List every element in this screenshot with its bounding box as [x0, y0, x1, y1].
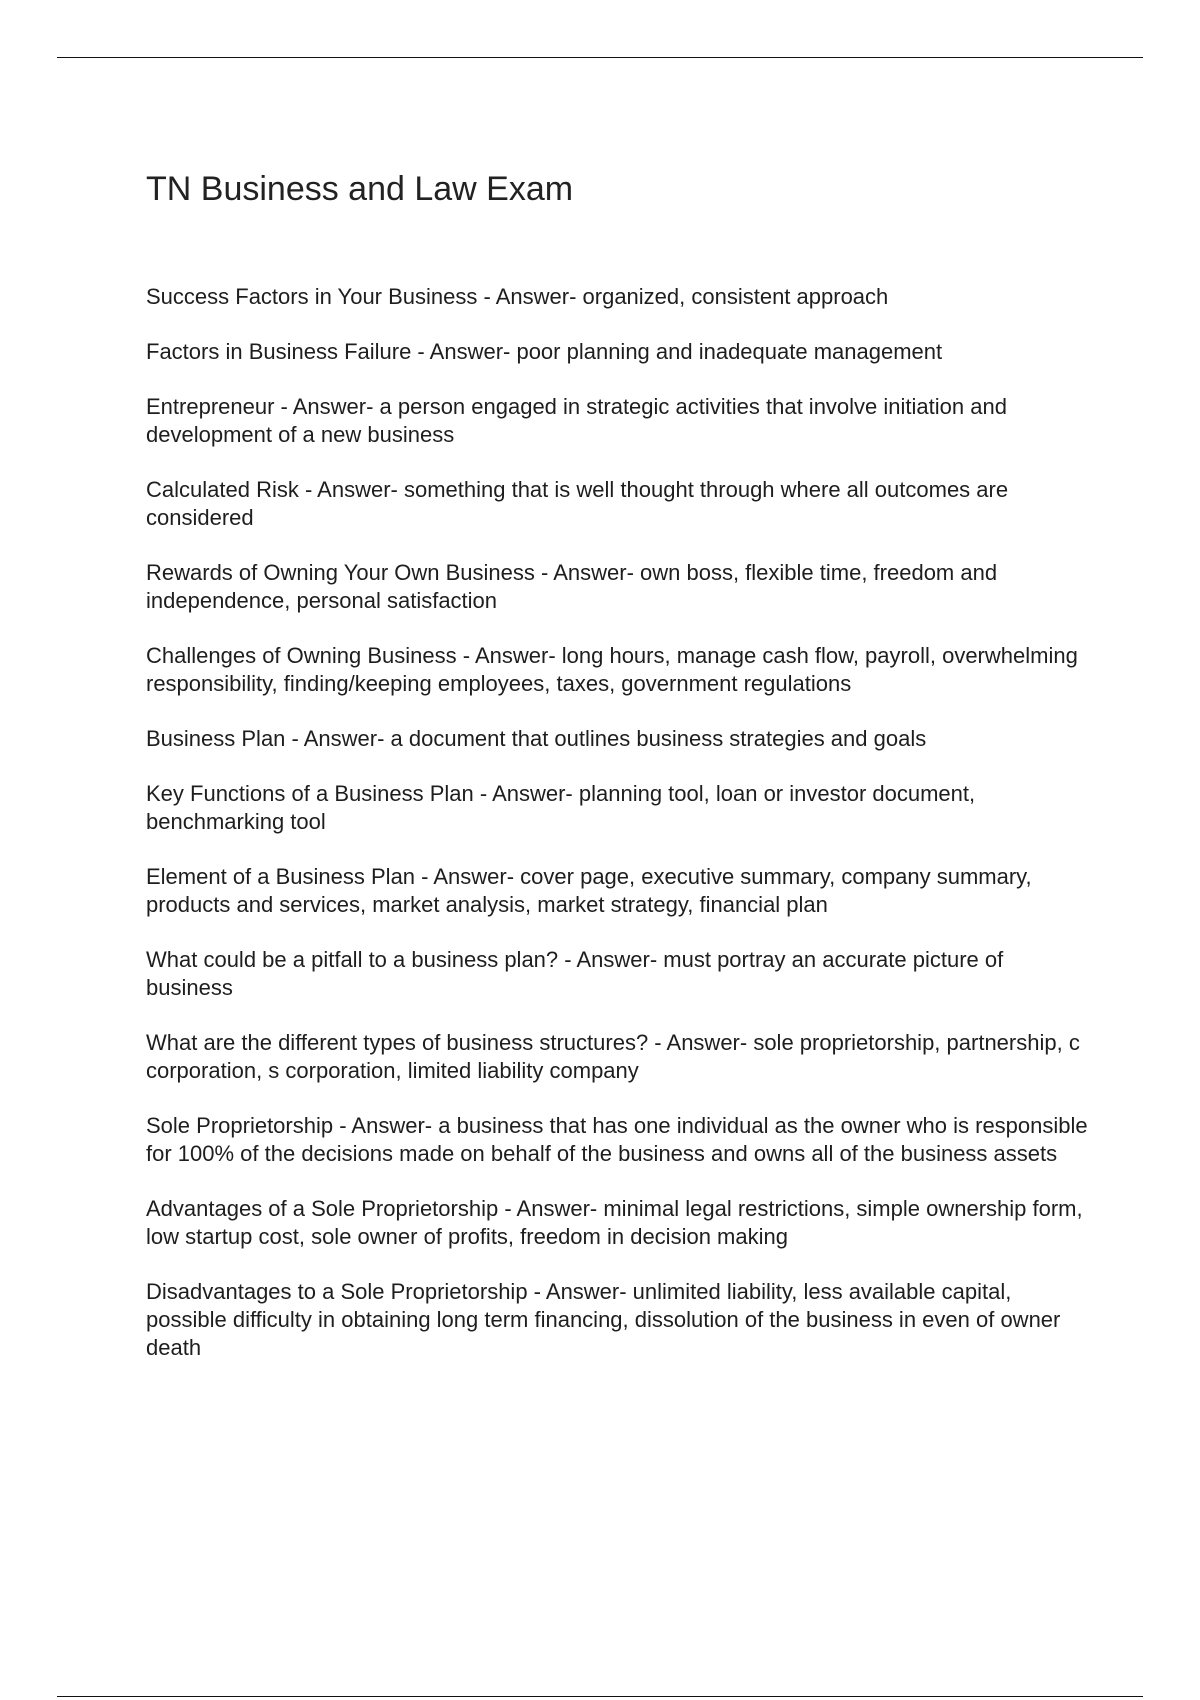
qa-item: What are the different types of business structures? - Answer- sole proprietorship, partnership, c corporation, s corporation, limited liability company [146, 1030, 1080, 1083]
qa-item: Key Functions of a Business Plan - Answer- planning tool, loan or investor document, benchmarking tool [146, 781, 976, 834]
qa-item: What could be a pitfall to a business plan? - Answer- must portray an accurate picture of business [146, 947, 1004, 1000]
qa-item: Calculated Risk - Answer- something that is well thought through where all outcomes are considered [146, 477, 1009, 530]
qa-item: Rewards of Owning Your Own Business - Answer- own boss, flexible time, freedom and independence, personal satisfaction [146, 560, 998, 613]
qa-item: Disadvantages to a Sole Proprietorship - Answer- unlimited liability, less available capital, possible difficulty in obtaining long term financing, dissolution of the business in even of owner death [146, 1279, 1061, 1360]
bottom-rule [57, 1696, 1143, 1697]
qa-item: Business Plan - Answer- a document that outlines business strategies and goals [146, 726, 927, 751]
qa-item: Advantages of a Sole Proprietorship - Answer- minimal legal restrictions, simple ownership form, low startup cost, sole owner of profits, freedom in decision making [146, 1196, 1083, 1249]
qa-item: Element of a Business Plan - Answer- cover page, executive summary, company summary, products and services, market analysis, market strategy, financial plan [146, 864, 1032, 917]
top-rule [57, 57, 1143, 58]
page-title: TN Business and Law Exam [146, 170, 574, 208]
qa-item: Sole Proprietorship - Answer- a business that has one individual as the owner who is responsible for 100% of the decisions made on behalf of the business and owns all of the business assets [146, 1113, 1088, 1166]
qa-list [146, 283, 1096, 1389]
qa-item: Challenges of Owning Business - Answer- long hours, manage cash flow, payroll, overwhelming responsibility, finding/keeping employees, taxes, government regulations [146, 643, 1078, 696]
qa-item: Success Factors in Your Business - Answer- organized, consistent approach [146, 284, 889, 309]
qa-item: Entrepreneur - Answer- a person engaged in strategic activities that involve initiation and development of a new business [146, 394, 1007, 447]
qa-item: Factors in Business Failure - Answer- poor planning and inadequate management [146, 339, 943, 364]
